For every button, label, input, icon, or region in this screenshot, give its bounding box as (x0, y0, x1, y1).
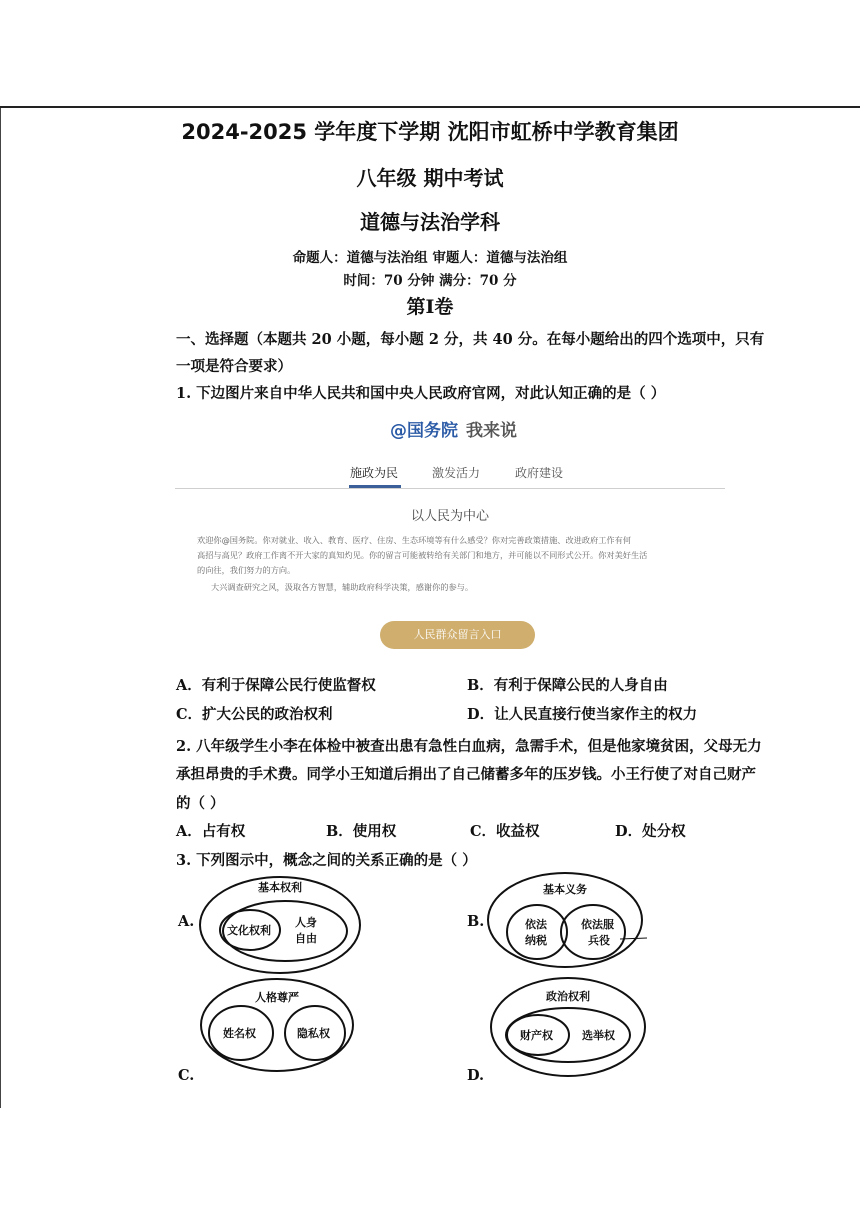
q3-b-letter: B. (467, 913, 485, 930)
diagram-c-inner2-label: 隐私权 (297, 1027, 330, 1040)
active-tab-underline (349, 485, 401, 488)
diagram-b-inner1b-label: 纳税 (525, 934, 547, 947)
diagram-b-inner2a-label: 依法服 (581, 918, 614, 931)
question-1-screenshot (175, 410, 725, 665)
diagram-c-inner1-label: 姓名权 (223, 1027, 256, 1040)
diagram-b-left-circle (507, 905, 567, 959)
q2-option-a: A．占有权 (176, 823, 246, 840)
gov-header (390, 416, 517, 441)
q2-option-c: C．收益权 (470, 823, 540, 840)
diagram-a (195, 870, 365, 980)
diagram-b (485, 868, 655, 978)
exam-grade-title: 八年级 期中考试 (356, 166, 504, 190)
diagram-d (488, 975, 658, 1080)
diagram-d-outer-label: 政治权利 (546, 990, 590, 1003)
exam-authors: 命题人：道德与法治组 审题人：道德与法治组 (292, 250, 568, 266)
section-instructions-line1: 一、选择题（本题共 20 小题，每小题 2 分，共 40 分。在每小题给出的四个选项中，只有 (176, 331, 765, 348)
gov-para-line4: 大兴调查研究之风，汲取各方智慧，辅助政府科学决策，感谢你的参与。 (211, 582, 474, 592)
diagram-b-inner2b-label: 兵役 (588, 934, 610, 947)
question-1-stem: 1. 下边图片来自中华人民共和国中央人民政府官网，对此认知正确的是（ ） (176, 385, 666, 402)
diagram-d-inner1-label: 财产权 (520, 1029, 553, 1042)
gov-say-label: 我来说 (466, 421, 517, 441)
diagram-a-outer-label: 基本权利 (258, 881, 302, 894)
q1-option-b: B．有利于保障公民的人身自由 (467, 677, 668, 694)
q1-option-c: C．扩大公民的政治权利 (176, 706, 333, 723)
q1-option-d: D．让人民直接行使当家作主的权力 (467, 706, 698, 723)
question-3-stem: 3. 下列图示中，概念之间的关系正确的是（ ） (176, 852, 477, 869)
page-top-border (0, 106, 860, 108)
gov-at-label: @国务院 (390, 421, 458, 441)
q1-option-a: A．有利于保障公民行使监督权 (176, 677, 376, 694)
q2-option-b: B．使用权 (326, 823, 397, 840)
q3-d-letter: D. (467, 1067, 485, 1084)
exam-time-score: 时间：70 分钟 满分：70 分 (343, 273, 517, 289)
section-instructions-line2: 一项是符合要求） (176, 358, 292, 375)
gov-para-line1: 欢迎你@国务院。你对就业、收入、教育、医疗、住房、生态环境等有什么感受？你对完善政策措施、改进政府工作有何 (197, 535, 631, 545)
gov-para-line2: 高招与高见？政府工作离不开大家的真知灼见。你的留言可能被转给有关部门和地方，并可能以不同形式公开。你对美好生活 (197, 550, 648, 560)
diagram-d-inner2-label: 选举权 (582, 1029, 615, 1042)
message-entry-button: 人民群众留言入口 (380, 621, 535, 649)
diagram-c (197, 975, 357, 1075)
diagram-b-right-circle (561, 905, 625, 959)
q3-c-letter: C. (178, 1067, 195, 1084)
diagram-c-outer-label: 人格尊严 (255, 991, 299, 1004)
question-2-line1: 2. 八年级学生小李在体检中被查出患有急性白血病，急需手术，但是他家境贫困，父母无力 (176, 738, 762, 755)
volume-heading: 第Ⅰ卷 (406, 296, 454, 318)
tab-zhengfu: 政府建设 (515, 466, 564, 480)
question-2-line2: 承担昂贵的手术费。同学小王知道后捐出了自己储蓄多年的压岁钱。小王行使了对自己财产 (176, 766, 756, 783)
exam-school-title: 2024-2025 学年度下学期 沈阳市虹桥中学教育集团 (181, 120, 679, 144)
tab-jifa: 激发活力 (432, 466, 481, 480)
gov-tabs (175, 460, 725, 489)
exam-subject-title: 道德与法治学科 (360, 210, 500, 234)
gov-center-title: 以人民为中心 (410, 509, 489, 524)
question-2-line3: 的（ ） (176, 795, 225, 812)
diagram-b-inner1a-label: 依法 (525, 918, 547, 931)
tab-shizheng: 施政为民 (350, 466, 399, 480)
diagram-a-inner2b-label: 自由 (295, 932, 317, 945)
q3-a-letter: A. (178, 913, 195, 930)
diagram-a-inner2a-label: 人身 (295, 916, 317, 929)
gov-para-line3: 的向往，我们努力的方向。 (197, 565, 296, 575)
diagram-b-outer-label: 基本义务 (543, 883, 587, 896)
diagram-a-inner1-label: 文化权利 (227, 924, 271, 937)
q2-option-d: D．处分权 (615, 823, 686, 840)
